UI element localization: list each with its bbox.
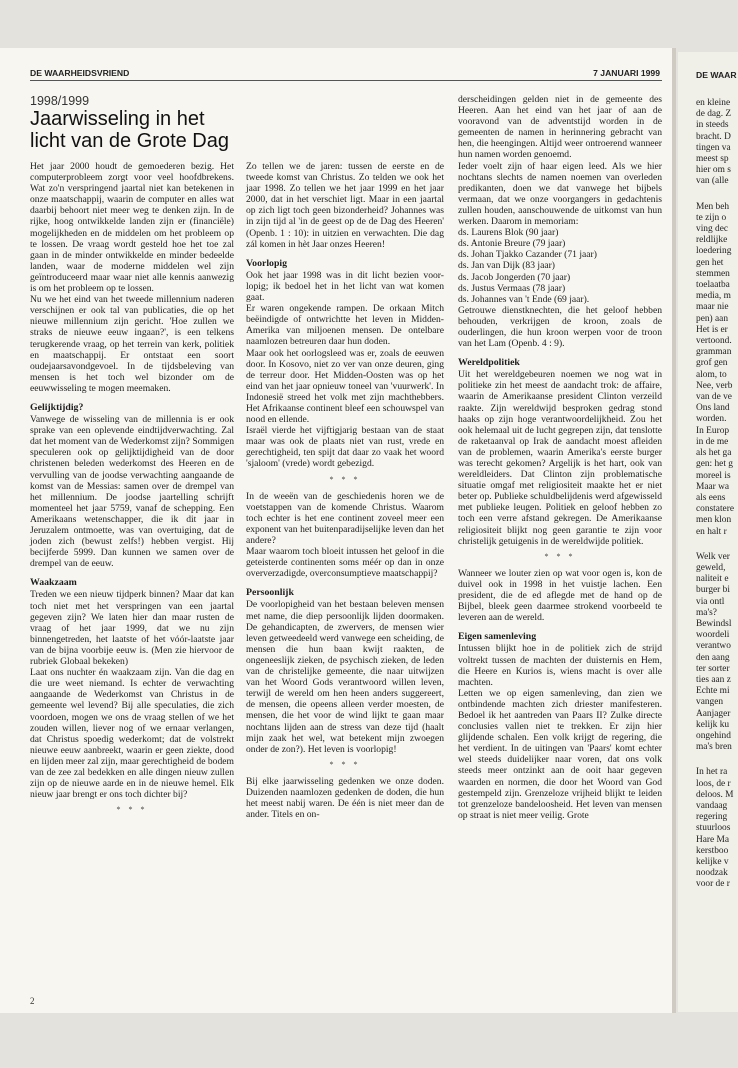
memoriam-item: ds. Johan Tjakko Cazander (71 jaar) — [458, 249, 597, 261]
page-number: 2 — [30, 996, 35, 1006]
adjacent-fragment: Men beh te zijn o ving dec reldlijke loedering gen het stemmen toelaatba media, m maar nie pen) aan Het is er vertoond. gramman grof gen alom, to Nee, verb van de ve Ons land worden. In Europ in de me als het ga gen: het g moreel is Maar wa als eens constatere men klon en halt r — [696, 201, 734, 537]
memoriam-list — [458, 227, 662, 305]
memoriam-item: ds. Antonie Breure (79 jaar) — [458, 238, 566, 250]
paragraph: Maar ook het oorlogsleed was er, zoals de eeuwen door. In Kosovo, niet zo ver van onze deuren, ging de terreur door. Het Midden-Oosten was op het eind van het jaar opnieuw toneel van 'vuurwerk'. In Indonesië streed het volk met zijn machthebbers. Het Afrikaanse continent bleef een schouwspel van nood en ellende. — [246, 347, 444, 426]
section-heading: Persoonlijk — [246, 587, 294, 599]
adjacent-page-header: DE WAAR — [696, 70, 737, 80]
running-head — [30, 68, 660, 78]
memoriam-item: ds. Jacob Jongerden (70 jaar) — [458, 271, 571, 283]
section-heading: Waakzaam — [30, 577, 77, 589]
section-heading: Eigen samenleving — [458, 631, 537, 643]
paragraph: Vanwege de wisseling van de millennia is er ook sprake van een oplevende eindtijdverwachting. Zal dat het moment van de Wederkomst zijn? Sommigen speculeren ook op gelijktijdigheid van de door christenen beleden wederkomst des Heeren en de vervulling van de joodse verwachting aangaande de komst van de Messias: samen over de drempel van het millennium. De joodse jaartelling schrijft momenteel het jaar 5759, vanaf de schepping. Een Amerikaans wetenschapper, die ik dit jaar in Jeruzalem ontmoette, was van overtuiging, dat de joden zich (bewust zelfs!) hebben vergist. Hij becijferde 5999. Dan kunnen we samen over de drempel van de eeuw. — [30, 414, 234, 570]
paragraph: In de weeën van de geschiedenis horen we de voetstappen van de komende Christus. Waarom toch echter is het ene continent zoveel meer een exponent van het buitenparadijselijke leven dan het andere? — [246, 490, 444, 546]
paragraph: Het jaar 2000 houdt de gemoederen bezig. Het computerprobleem zorgt voor veel hoofdbrekens. Wat zo'n verspringend jaartal niet kan betekenen in onze maatschappij, waarin de computer en alles wat daarbij behoort niet meer weg te denken zijn. In de rijke, hoog ontwikkelde landen zijn er (financiële) mogelijkheden en de middelen om het probleem op te lossen. De vraag wordt gesteld hoe het toe zal gaan in de minder ontwikkelde en minder bedeelde landen, waar de moderne middelen wel zijn geïntroduceerd maar waar niet alle kennis aanwezig is om het probleem op te lossen. — [30, 161, 234, 295]
paragraph: Letten we op eigen samenleving, dan zien we ontbindende machten zich driester manifesteren. Bedoel ik het aantreden van Paars II? Zulke directe conclusies vallen niet te trekken. Er zijn hier glijdende schalen. Een volk krijgt de regering, die het verdient. In de uitingen van 'Paars' komt echter wel steeds duidelijker naar voren, dat ons volk steeds meer ontzinkt aan de ooit haar gegeven waarden en normen, die door het Woord van God gestempeld zijn. Grenzeloze vrijheid blijkt te leiden tot grenzeloze bandeloosheid. Het leven van mensen op straat is niet meer veilig. Grote — [458, 687, 662, 821]
adjacent-fragment: en kleine de dag. Z in steeds bracht. D tingen va meest sp hier om s van (alle — [696, 98, 732, 187]
paragraph: Ook het jaar 1998 was in dit licht bezien voor-lopig; ik bedoel het in het licht van wat komen gaat. — [246, 269, 444, 304]
paragraph: Wanneer we louter zien op wat voor ogen is, kon de duivel ook in 1998 in het vuistje lachen. Een president, die de ed aflegde met de hand op de Bijbel, bleek geen daarmee strokend voorbeeld te leveren aan de wereld. — [458, 567, 662, 624]
adjacent-fragment: Welk ver geweld, naliteit e burger bi via ontl ma's? Bewindsl woordeli verantwo den aang ter sorter ties aan z Echte mi vangen Aanjager kelijk ku ongehind ma's bren — [696, 551, 732, 753]
paragraph: Zo tellen we de jaren: tussen de eerste en de tweede komst van Christus. Zo telden we ook het jaar 1998. Zo tellen we het jaar 1999 en het jaar 2000, dat in het verschiet ligt. Maar in een jaartal op zich ligt toch geen bizonderheid? Johannes was in zijn tijd al 'in de geest op de de Dag des Heeren' (Openb. 1 : 10): in uitzien en verwachten. Die dag zál komen in hèt Jaar onzes Heeren! — [246, 161, 444, 250]
section-divider: * * * — [329, 759, 361, 769]
paragraph: Nu we het eind van het tweede millennium naderen verschijnen er ook tal van publicaties, die op het nieuwe millennium zijn gericht. 'Hoe zullen we straks de nieuwe eeuw ingaan?', is een telkens terugkerende vraag, op het terrein van kerk, politiek en maatschappij. Er ontstaat een soort oudejaarsavondgevoel. In de tijdsbeleving van mensen is het toch wel bizonder om de eeuwwisseling te mogen meemaken. — [30, 294, 234, 394]
column-2 — [246, 161, 444, 820]
article-kicker: 1998/1999 — [30, 94, 90, 108]
column-3-bottom — [458, 305, 662, 821]
column-3 — [458, 94, 662, 821]
section-divider: * * * — [116, 805, 148, 815]
column-1 — [30, 161, 234, 821]
section-divider: * * * — [329, 474, 361, 484]
paragraph: Er waren ongekende rampen. De orkaan Mitch beëindigde of ontwrichtte het leven in Midden-Amerika van miljoenen mensen. De ontelbare naamlozen betreuren daar hun doden. — [246, 303, 444, 348]
paragraph: derscheidingen gelden niet in de gemeente des Heeren. Aan het eind van het jaar of aan de vooravond van de adventstijd worden in de gemeenten de namen in herinnering gebracht van hen, die heengingen. Altijd weer ontroerend wanneer hun namen worden genoemd. — [458, 94, 662, 161]
section-divider: * * * — [544, 551, 576, 561]
adjacent-page-text — [696, 98, 738, 905]
paragraph: Ieder voelt zijn of haar eigen leed. Als we hier nochtans slechts de namen noemen van overleden predikanten, doen we dat vanwege het bijbels vermaan, dat we onze voorgangers in gedachtenis zullen houden, aanschouwende de uitkomst van hun werken. Daarom in memoriam: — [458, 160, 662, 228]
paragraph: Laat ons nuchter én waakzaam zijn. Van die dag en die ure weet niemand. Is echter de verwachting aangaande de Wederkomst van Christus in de gemeente wel levend? Bij alle speculaties, die zich voordoen, mogen we ons de vraag stellen of we het zouden willen, liever nog of we ernaar verlangen, dat Christus spoedig wederkomt; dat de volstrekt nieuwe eeuw aanbreekt, waarin er geen ziekte, dood en lijden meer zal zijn, maar gerechtigheid de bodem van de zee zal bedekken en alle dingen nieuw zullen zijn op de nieuwe aarde en in de nieuwe hemel. Elk nieuw jaar brengt er ons toch dichter bij? — [30, 667, 234, 801]
paragraph: Intussen blijkt hoe in de politiek zich de strijd voltrekt tussen de machten der duisternis en Hem, die Heere en Kurios is, wiens macht is over alle machten. — [458, 643, 662, 688]
newspaper-page — [0, 48, 672, 1013]
article-title: Jaarwisseling in het licht van de Grote Dag — [30, 108, 229, 152]
paragraph: De voorlopigheid van het bestaan beleven mensen met name, die diep persoonlijk lijden doormaken. De gehandicapten, de zwervers, de mensen wier leven getweedeeld werd vanwege een scheiding, de mensen die hun baan kwijt raakten, de ongeneeslijk zieken, de psychisch zieken, de leden van de christelijke gemeente, die naar uitwijzen van het Woord Gods verantwoord willen leven, terwijl de wereld om hen heen anders suggereert, de mensen, die opeens alleen verder moesten, de mensen, die het voor de wind lijkt te gaan maar nochtans lijden aan de stress van deze tijd (haalt mijn zaak het wel, wat betekent mijn zwoegen onder de zon?). Het leven is voorlopig! — [246, 599, 444, 755]
paragraph: Maar waarom toch bloeit intussen het geloof in die geteisterde continenten soms méér op dan in onze oververzadigde, overconsumptieve maatschappij? — [246, 546, 444, 580]
memoriam-item: ds. Jan van Dijk (83 jaar) — [458, 260, 555, 272]
paragraph: Bij elke jaarwisseling gedenken we onze doden. Duizenden naamlozen gedenken de doden, die hun het meest nabij waren. De één is niet meer dan de ander. Titels en on- — [246, 775, 444, 821]
header-rule — [30, 80, 662, 81]
issue-date: 7 JANUARI 1999 — [593, 68, 660, 78]
page-gutter — [672, 48, 676, 1013]
adjacent-page — [678, 52, 738, 1012]
memoriam-item: ds. Johannes van 't Ende (69 jaar). — [458, 293, 590, 305]
paragraph: Israël vierde het vijftigjarig bestaan van de staat maar was ook de plaats niet van rust, vrede en gerechtigheid, ten spijt dat daar zo vaak het woord 'sjaloom' (vrede) wordt gebezigd. — [246, 425, 444, 470]
memoriam-item: ds. Justus Vermaas (78 jaar) — [458, 282, 566, 294]
section-heading: Gelijktijdig? — [30, 401, 84, 413]
paragraph: Uit het wereldgebeuren noemen we nog wat in politieke zin het meest de aandacht trok: de affaire, waarin de Amerikaanse president Clinton verzeild raakte. Zijn wereldwijd besproken gedrag stond haaks op zijn hoge verantwoordelijkheid. Zou het ook helemaal uit de lucht gegrepen zijn, dat tenslotte de raketaanval op Irak de aandacht moest afleiden van de problemen, waarin Amerika's eerste burger was terecht gekomen? Argelijk is het hart, ook van wereldleiders. Dat Clinton zijn problematische situatie omgaf met religiositeit maakte het er niet beter op. Publieke schuldbelijdenis werd afgewisseld met publieke leugen. Politiek en geloof hebben zo toch een verre afstand gekregen. De Amerikaanse religiositeit blijkt nog geen garantie te zijn voor christelijk getuigenis in de wereldwijde politiek. — [458, 369, 662, 547]
publication-name: DE WAARHEIDSVRIEND — [30, 68, 130, 78]
memoriam-item: ds. Laurens Blok (90 jaar) — [458, 227, 559, 239]
adjacent-fragment: In het ra loos, de r deloos. M vandaag regering stuurloos Hare Ma kerstboo kelijke v noodzak voor de r — [696, 767, 734, 890]
section-heading: Wereldpolitiek — [458, 357, 520, 369]
paragraph: Treden we een nieuw tijdperk binnen? Maar dat kan toch niet met het verspringen van een jaartal gegeven zijn? We laten hier dan maar rusten de vraag of het jaar 1999, dat we nu zijn binnengetreden, het laatste of het vóór-laatste jaar van de bijna voorbije eeuw is. (Men zie hiervoor de rubriek Globaal bekeken) — [30, 589, 234, 668]
section-heading: Voorlopig — [246, 257, 288, 269]
paragraph: Getrouwe dienstknechten, die het geloof hebben behouden, verkrijgen de kroon, zoals de ouderlingen, die hun kroon werpen voor de troon van het Lam (Openb. 4 : 9). — [458, 304, 662, 350]
column-3-top — [458, 94, 662, 227]
